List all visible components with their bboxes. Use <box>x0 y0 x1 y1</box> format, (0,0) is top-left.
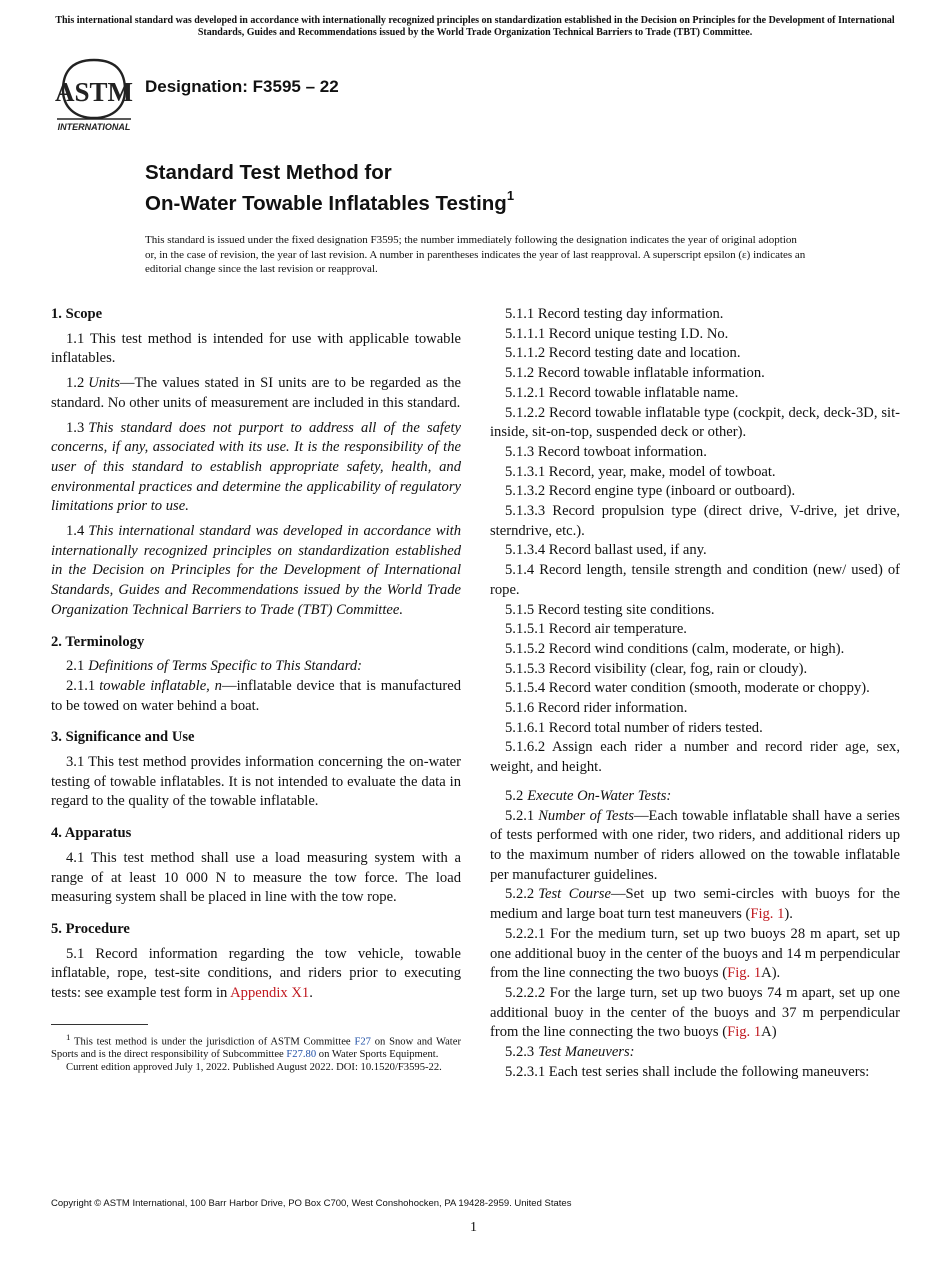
clause-1-1: 1.1 This test method is intended for use with applicable towable inflatables. <box>51 330 461 367</box>
clause-1-2: 1.2 Units—The values stated in SI units are to be regarded as the standard. No other units of measurement are included in this standard. <box>51 375 461 411</box>
section-heading-significance: 3. Significance and Use <box>51 729 195 746</box>
logo-label-text: INTERNATIONAL <box>57 122 131 132</box>
clause-5-1-3-2: 5.1.3.2 Record engine type (inboard or outboard). <box>505 483 796 500</box>
title-line-1: Standard Test Method for <box>145 161 392 184</box>
clause-5-1: 5.1 Record information regarding the tow vehicle, towable inflatable, rope, test-site conditions, and riders prior to executing tests: see example test form in Appendix X1. <box>51 945 461 1002</box>
clause-5-1-3-3: 5.1.3.3 Record propulsion type (direct drive, V-drive, jet drive, sterndrive, etc.). <box>490 503 900 539</box>
clause-5-2-2-2: 5.2.2.2 For the large turn, set up two buoys 74 m apart, set up one additional buoy in the center of the buoys and 37 m perpendicular from the line connecting the two buoys (Fig. 1A) <box>490 984 900 1041</box>
clause-5-2-1: 5.2.1 Number of Tests—Each towable inflatable shall have a series of tests performed with one rider, two riders, and additional riders up to the maximum number of riders allowed on the towable inflatable per manufacturer guidelines. <box>490 807 900 883</box>
astm-logo-mark <box>53 57 135 133</box>
clause-5-1-5-4: 5.1.5.4 Record water condition (smooth, moderate or choppy). <box>505 680 870 697</box>
section-heading-scope: 1. Scope <box>51 306 103 322</box>
tbt-notice: This international standard was developed in accordance with internationally recognized principles on standardization established in the Decision on Principles for the Development of International Standards, Guides and Recommendations issued by the World Trade Organization Technical Barriers to Trade (TBT) Committee. <box>55 15 895 38</box>
document-title <box>145 160 514 216</box>
clause-5-1-3: 5.1.3 Record towboat information. <box>505 443 707 460</box>
clause-5-1-6-2: 5.1.6.2 Assign each rider a number and record rider age, sex, weight, and height. <box>490 739 900 776</box>
section-heading-procedure: 5. Procedure <box>51 920 130 937</box>
clause-1-3: 1.3 This standard does not purport to address all of the safety concerns, if any, associated with its use. It is the responsibility of the user of this standard to establish appropriate safety, health, and environmental practices and determine the applicability of regulatory limitations prior to use. <box>51 419 461 515</box>
clause-1-4: 1.4 This international standard was developed in accordance with internationally recognized principles on standardization established in the Decision on Principles for the Development of International Standards, Guides and Recommendations issued by the World Trade Organization Technical Barriers to Trade (TBT) Committee. <box>51 523 461 618</box>
footnote-1: $^1$ This test method is under the jurisdiction of ASTM Committee F27 on Snow and Water Sports and is the direct responsibility of Subcommittee F27.80 on Water Sports Equipment. <box>51 1031 461 1061</box>
clause-4-1: 4.1 This test method shall use a load measuring system with a range of at least 10 000 N to measure the tow force. The load measuring system shall be placed in line with the tow rope. <box>51 849 461 906</box>
clause-5-1-5-1: 5.1.5.1 Record air temperature. <box>505 621 687 638</box>
clause-5-1-3-4: 5.1.3.4 Record ballast used, if any. <box>505 542 707 559</box>
clause-5-2-2: 5.2.2 Test Course—Set up two semi-circles with buoys for the medium and large boat turn test maneuvers (Fig. 1). <box>490 886 900 923</box>
fig-1-link[interactable]: Fig. 1 <box>750 906 785 923</box>
committee-f27-link[interactable]: F27 <box>354 1036 371 1048</box>
clause-2-1-1: 2.1.1 towable inflatable, n—inflatable device that is manufactured to be towed on water behind a boat. <box>51 677 461 714</box>
clause-5-1-3-1: 5.1.3.1 Record, year, make, model of towboat. <box>505 463 776 480</box>
footnote <box>51 1031 461 1075</box>
clause-5-1-1-1: 5.1.1.1 Record unique testing I.D. No. <box>505 325 729 342</box>
clause-5-1-2-1: 5.1.2.1 Record towable inflatable name. <box>505 384 739 401</box>
clause-5-1-6: 5.1.6 Record rider information. <box>505 700 688 717</box>
clause-5-1-1: 5.1.1 Record testing day information. <box>505 306 724 322</box>
appendix-x1-link[interactable]: Appendix X1 <box>230 985 310 1002</box>
copyright-notice: Copyright © ASTM International, 100 Barr Harbor Drive, PO Box C700, West Conshohocken, PA 19428-2959. United States <box>51 1198 572 1209</box>
section-heading-apparatus: 4. Apparatus <box>51 825 132 842</box>
fig-1-link[interactable]: Fig. 1 <box>727 965 762 982</box>
logo-mark-text: ASTM <box>54 77 134 107</box>
fig-1-link[interactable]: Fig. 1 <box>727 1024 762 1041</box>
issuance-statement: This standard is issued under the fixed designation F3595; the number immediately following the designation indicates the year of original adoption or, in the case of revision, the year of last revision. A number in parentheses indicates the year of last reapproval. A superscript epsilon (ε) indicates an editorial change since the last revision or reapproval. <box>145 234 806 275</box>
footnote-edition: Current edition approved July 1, 2022. Published August 2022. DOI: 10.1520/F3595-22. <box>66 1062 442 1074</box>
clause-5-1-2: 5.1.2 Record towable inflatable information. <box>505 365 765 382</box>
clause-5-1-5: 5.1.5 Record testing site conditions. <box>505 601 715 618</box>
clause-5-1-6-1: 5.1.6.1 Record total number of riders tested. <box>505 719 763 736</box>
footnote-divider <box>51 1024 148 1025</box>
title-footnote-ref: 1 <box>506 188 515 203</box>
title-line-2: On-Water Towable Inflatables Testing$^1$ <box>145 188 515 215</box>
designation: Designation: F3595 – 22 <box>145 77 339 96</box>
clause-5-1-5-2: 5.1.5.2 Record wind conditions (calm, moderate, or high). <box>505 640 845 657</box>
subcommittee-f27-80-link[interactable]: F27.80 <box>286 1049 317 1061</box>
astm-logo <box>53 57 135 133</box>
clause-5-1-4: 5.1.4 Record length, tensile strength and condition (new/ used) of rope. <box>490 562 900 598</box>
left-column <box>51 305 461 1074</box>
clause-5-1-2-2: 5.1.2.2 Record towable inflatable type (cockpit, deck, deck-3D, sit-inside, sit-on-top, suspended deck or other). <box>490 404 900 441</box>
clause-5-2-3: 5.2.3 Test Maneuvers: <box>505 1044 635 1061</box>
clause-5-2-3-1: 5.2.3.1 Each test series shall include the following maneuvers: <box>505 1063 870 1080</box>
clause-2-1: 2.1 Definitions of Terms Specific to This Standard: <box>66 658 363 675</box>
clause-5-1-5-3: 5.1.5.3 Record visibility (clear, fog, rain or cloudy). <box>505 660 808 677</box>
page-number: 1 <box>470 1220 477 1235</box>
clause-3-1: 3.1 This test method provides information concerning the on-water testing of towable inflatables. It is not intended to evaluate the data in regard to the quality of the towable inflatable. <box>51 754 461 810</box>
clause-5-2-2-1: 5.2.2.1 For the medium turn, set up two buoys 28 m apart, set up one additional buoy in the center of the buoys and 14 m perpendicular from the line connecting the two buoys (Fig. 1A). <box>490 925 900 982</box>
section-heading-terminology: 2. Terminology <box>51 633 145 650</box>
clause-5-2: 5.2 Execute On-Water Tests: <box>505 787 672 804</box>
right-column <box>490 305 900 1082</box>
clause-5-1-1-2: 5.1.1.2 Record testing date and location. <box>505 345 741 362</box>
